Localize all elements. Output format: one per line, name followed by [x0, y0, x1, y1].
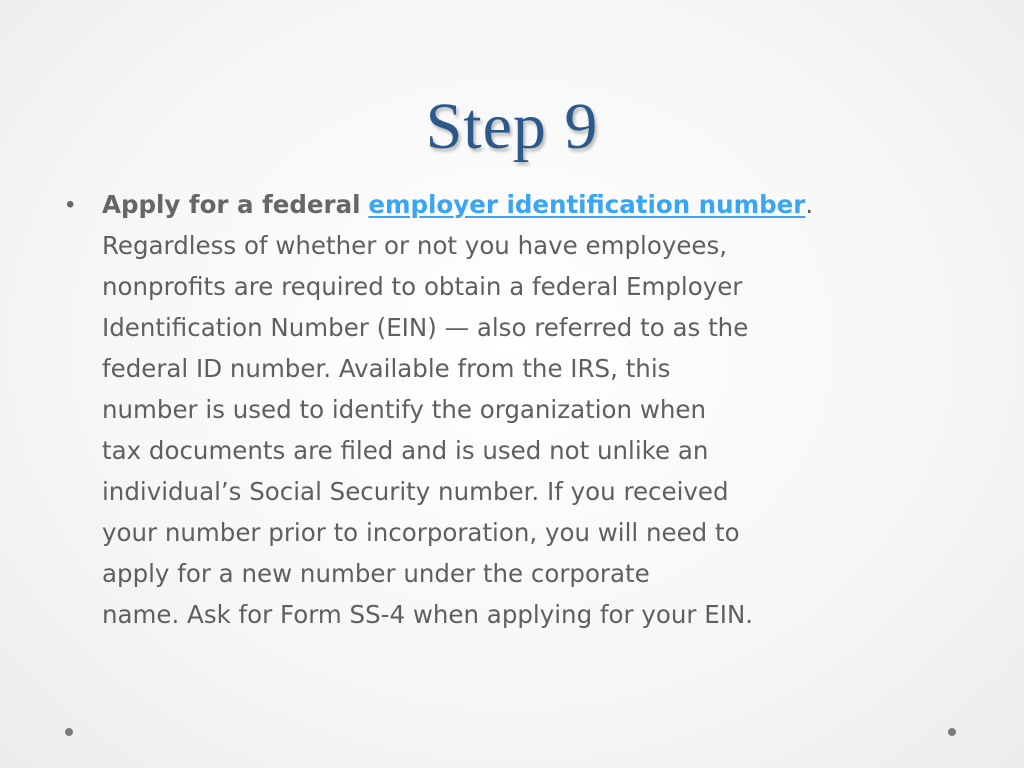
bullet-first-line [102, 184, 970, 225]
bottom-left-dot-icon [65, 728, 73, 736]
body-line: name. Ask for Form SS-4 when applying for your EIN. [102, 600, 754, 629]
slide-content [60, 184, 970, 635]
bullet-lead-period: . [805, 190, 814, 219]
bottom-right-dot-icon [948, 728, 956, 736]
bullet-marker: • [66, 191, 75, 218]
body-line: Identification Number (EIN) — also referred to as the [102, 313, 749, 342]
bullet-lead-text: Apply for a federal [102, 190, 361, 219]
body-line: number is used to identify the organization when [102, 395, 706, 424]
body-line: Regardless of whether or not you have employees, [102, 231, 728, 260]
bullet-item [60, 184, 970, 635]
body-line: apply for a new number under the corporate [102, 559, 650, 588]
bullet-text [102, 184, 970, 635]
body-line: tax documents are filed and is used not unlike an [102, 436, 709, 465]
slide-title: Step 9 [425, 90, 599, 163]
body-line: nonprofits are required to obtain a federal Employer [102, 272, 743, 301]
body-line: federal ID number. Available from the IRS, this [102, 354, 671, 383]
body-line: your number prior to incorporation, you will need to [102, 518, 740, 547]
employer-identification-number-link[interactable]: employer identification number [368, 190, 806, 219]
body-line: individual’s Social Security number. If you received [102, 477, 729, 506]
